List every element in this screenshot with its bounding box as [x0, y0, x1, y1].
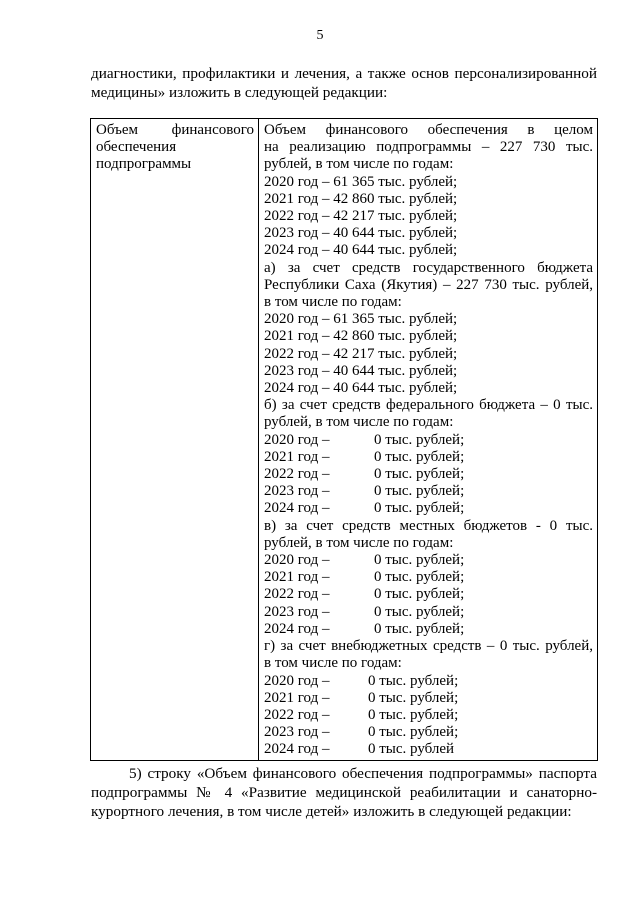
year-value: 0 тыс. рублей;	[368, 672, 459, 689]
outro-paragraph	[91, 764, 597, 821]
year-value: 0 тыс. рублей;	[374, 431, 465, 448]
year-label: 2023 год –	[264, 483, 330, 500]
outro-line: курортного лечения, в том числе детей» изложить в следующей редакции:	[91, 803, 572, 820]
federal-budget-line: б) за счет средств федерального бюджета – 0 тыс.	[264, 397, 593, 414]
local-budget-year-line	[264, 586, 593, 603]
table-row	[91, 119, 598, 761]
federal-budget-line: рублей, в том числе по годам:	[264, 414, 454, 431]
year-label: 2022 год –	[264, 706, 330, 723]
label-line: обеспечения	[96, 139, 177, 156]
page-number: 5	[316, 28, 324, 43]
state-budget-line: в том числе по годам:	[264, 294, 402, 311]
state-budget-year-line: 2022 год – 42 217 тыс. рублей;	[264, 345, 458, 362]
year-value: 0 тыс. рублей;	[368, 706, 459, 723]
year-label: 2023 год –	[264, 724, 330, 741]
extrabudget-year-line	[264, 690, 593, 707]
state-budget-line: а) за счет средств государственного бюджета	[264, 259, 593, 276]
year-value: 0 тыс. рублей;	[374, 466, 465, 483]
intro-line: медицины» изложить в следующей редакции:	[91, 84, 388, 101]
total-text-line: Объем финансового обеспечения в целом	[264, 122, 593, 138]
state-budget-year-line: 2023 год – 40 644 тыс. рублей;	[264, 362, 458, 379]
year-label: 2020 год –	[264, 552, 330, 569]
intro-paragraph	[91, 64, 597, 102]
label-line: Объем финансового	[96, 122, 254, 138]
year-label: 2021 год –	[264, 569, 330, 586]
state-budget-year-line: 2021 год – 42 860 тыс. рублей;	[264, 328, 458, 345]
label-line: подпрограммы	[96, 156, 192, 173]
year-label: 2020 год –	[264, 431, 330, 448]
total-year-line: 2020 год – 61 365 тыс. рублей;	[264, 173, 458, 190]
year-label: 2023 год –	[264, 603, 330, 620]
federal-budget-year-line	[264, 432, 593, 449]
total-text-line: на реализацию подпрограммы – 227 730 тыс.	[264, 139, 593, 156]
year-value: 0 тыс. рублей;	[374, 620, 465, 637]
extrabudget-line: г) за счет внебюджетных средств – 0 тыс. рублей,	[264, 638, 593, 655]
year-label: 2021 год –	[264, 448, 330, 465]
outro-line: подпрограммы № 4 «Развитие медицинской реабилитации и санаторно-	[91, 784, 597, 801]
extrabudget-year-line	[264, 741, 593, 758]
year-value: 0 тыс. рублей;	[368, 689, 459, 706]
local-budget-year-line	[264, 569, 593, 586]
local-budget-line: в) за счет средств местных бюджетов - 0 тыс.	[264, 517, 593, 534]
federal-budget-year-line	[264, 449, 593, 466]
total-year-line: 2022 год – 42 217 тыс. рублей;	[264, 208, 458, 225]
year-label: 2022 год –	[264, 466, 330, 483]
federal-budget-year-line	[264, 466, 593, 483]
extrabudget-year-line	[264, 673, 593, 690]
year-value: 0 тыс. рублей;	[374, 603, 465, 620]
intro-line: диагностики, профилактики и лечения, а также основ персонализированной	[91, 65, 597, 82]
federal-budget-year-line	[264, 483, 593, 500]
label-cell	[91, 119, 259, 761]
total-year-line: 2024 год – 40 644 тыс. рублей;	[264, 242, 458, 259]
year-label: 2024 год –	[264, 500, 330, 517]
year-value: 0 тыс. рублей;	[374, 552, 465, 569]
total-text-line: рублей, в том числе по годам:	[264, 156, 454, 173]
year-label: 2022 год –	[264, 586, 330, 603]
year-value: 0 тыс. рублей;	[368, 724, 459, 741]
state-budget-line: Республики Саха (Якутия) – 227 730 тыс. рублей,	[264, 276, 593, 293]
year-value: 0 тыс. рублей;	[374, 483, 465, 500]
local-budget-year-line	[264, 621, 593, 638]
year-label: 2024 год –	[264, 741, 330, 758]
year-value: 0 тыс. рублей;	[374, 448, 465, 465]
federal-budget-year-line	[264, 500, 593, 517]
outro-line: 5) строку «Объем финансового обеспечения подпрограммы» паспорта	[129, 765, 597, 782]
extrabudget-year-line	[264, 724, 593, 741]
year-value: 0 тыс. рублей;	[374, 586, 465, 603]
year-value: 0 тыс. рублей;	[374, 569, 465, 586]
value-cell	[259, 119, 598, 761]
year-value: 0 тыс. рублей	[368, 741, 455, 758]
year-label: 2020 год –	[264, 672, 330, 689]
financing-table	[90, 118, 598, 761]
year-value: 0 тыс. рублей;	[374, 500, 465, 517]
extrabudget-year-line	[264, 707, 593, 724]
extrabudget-line: в том числе по годам:	[264, 655, 402, 672]
total-year-line: 2023 год – 40 644 тыс. рублей;	[264, 225, 458, 242]
year-label: 2024 год –	[264, 620, 330, 637]
local-budget-year-line	[264, 604, 593, 621]
state-budget-year-line: 2024 год – 40 644 тыс. рублей;	[264, 380, 458, 397]
state-budget-year-line: 2020 год – 61 365 тыс. рублей;	[264, 311, 458, 328]
local-budget-line: рублей, в том числе по годам:	[264, 534, 454, 551]
local-budget-year-line	[264, 552, 593, 569]
year-label: 2021 год –	[264, 689, 330, 706]
total-year-line: 2021 год – 42 860 тыс. рублей;	[264, 190, 458, 207]
